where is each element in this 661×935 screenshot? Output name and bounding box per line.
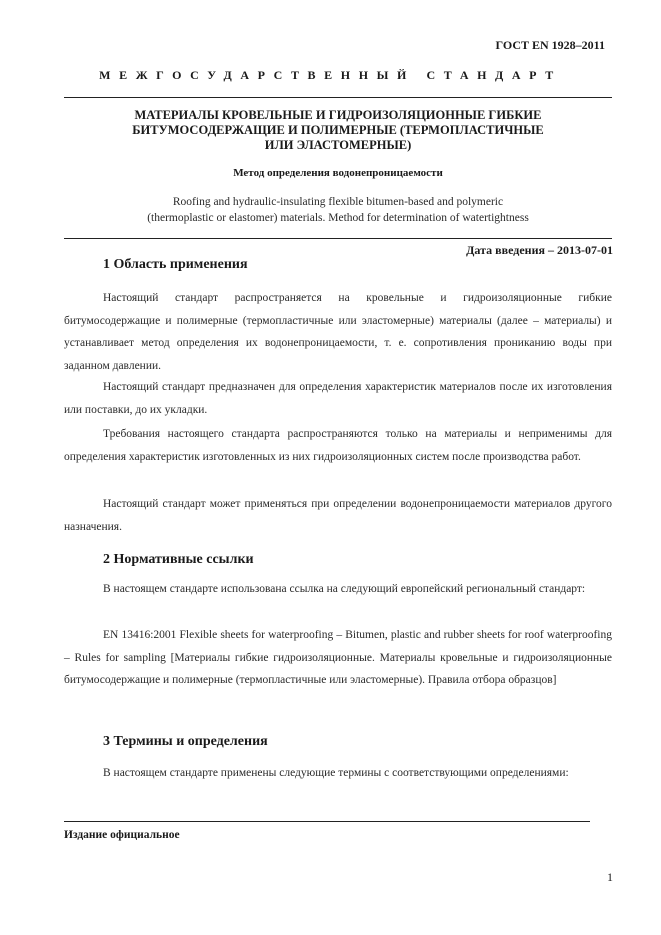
section-2-heading: 2 Нормативные ссылки: [103, 552, 254, 567]
title-divider: [64, 238, 612, 239]
footer-divider: [64, 821, 590, 822]
section-2-paragraph-1: В настоящем стандарте использована ссылка на следующий европейский региональный стандарт:: [103, 583, 586, 595]
section-1-heading: 1 Область применения: [103, 257, 248, 272]
section-1-paragraph-1: Настоящий стандарт распространяется на кровельные и гидроизоляционные гибкие битумосодержащие и полимерные (термопластичные или эластомерные) материалы (далее – материалы) и устанавливает метод определения их водонепроницаемости, т. е. сопротивления прониканию воды при заданном давлении.: [64, 292, 612, 372]
header-divider: [64, 97, 612, 98]
section-3-heading: 3 Термины и определения: [103, 734, 268, 749]
document-title: [64, 108, 612, 153]
section-2-paragraph-2: EN 13416:2001 Flexible sheets for waterproofing – Bitumen, plastic and rubber sheets for roof waterproofing – Rules for sampling [Материалы гибкие гидроизоляционные. Материалы кровельные и гидроизоляционные битумосодержащие и полимерные (термопластичные или эластомерные). Правила отбора образцов]: [64, 629, 612, 686]
page-number: 1: [607, 870, 613, 884]
section-1-paragraph-3: Требования настоящего стандарта распространяются только на материалы и неприменимы для определения характеристик изготовленных из них гидроизоляционных систем после производства работ.: [64, 428, 612, 463]
official-edition-note: Издание официальное: [64, 829, 180, 841]
section-3-paragraph-1: В настоящем стандарте применены следующие термины с соответствующими определениями:: [103, 767, 569, 779]
title-line-1: МАТЕРИАЛЫ КРОВЕЛЬНЫЕ И ГИДРОИЗОЛЯЦИОННЫЕ ГИБКИЕ: [134, 108, 542, 122]
title-line-3: ИЛИ ЭЛАСТОМЕРНЫЕ): [264, 138, 412, 152]
method-subtitle: Метод определения водонепроницаемости: [233, 167, 443, 179]
standard-type-heading: МЕЖГОСУДАРСТВЕННЫЙ СТАНДАРТ: [99, 68, 562, 82]
english-title: [64, 194, 612, 226]
section-1-paragraph-4: Настоящий стандарт может применяться при определении водонепроницаемости материалов другого назначения.: [64, 498, 612, 533]
english-title-line-1: Roofing and hydraulic-insulating flexible bitumen-based and polymeric: [172, 196, 504, 208]
title-line-2: БИТУМОСОДЕРЖАЩИЕ И ПОЛИМЕРНЫЕ (ТЕРМОПЛАСТИЧНЫЕ: [132, 123, 544, 137]
introduction-date: Дата введения – 2013-07-01: [466, 243, 613, 257]
standard-code: ГОСТ EN 1928–2011: [495, 38, 605, 52]
english-title-line-2: (thermoplastic or elastomer) materials. Method for determination of watertightness: [147, 212, 529, 224]
section-1-paragraph-2: Настоящий стандарт предназначен для определения характеристик материалов после их изготовления или поставки, до их укладки.: [64, 381, 612, 416]
